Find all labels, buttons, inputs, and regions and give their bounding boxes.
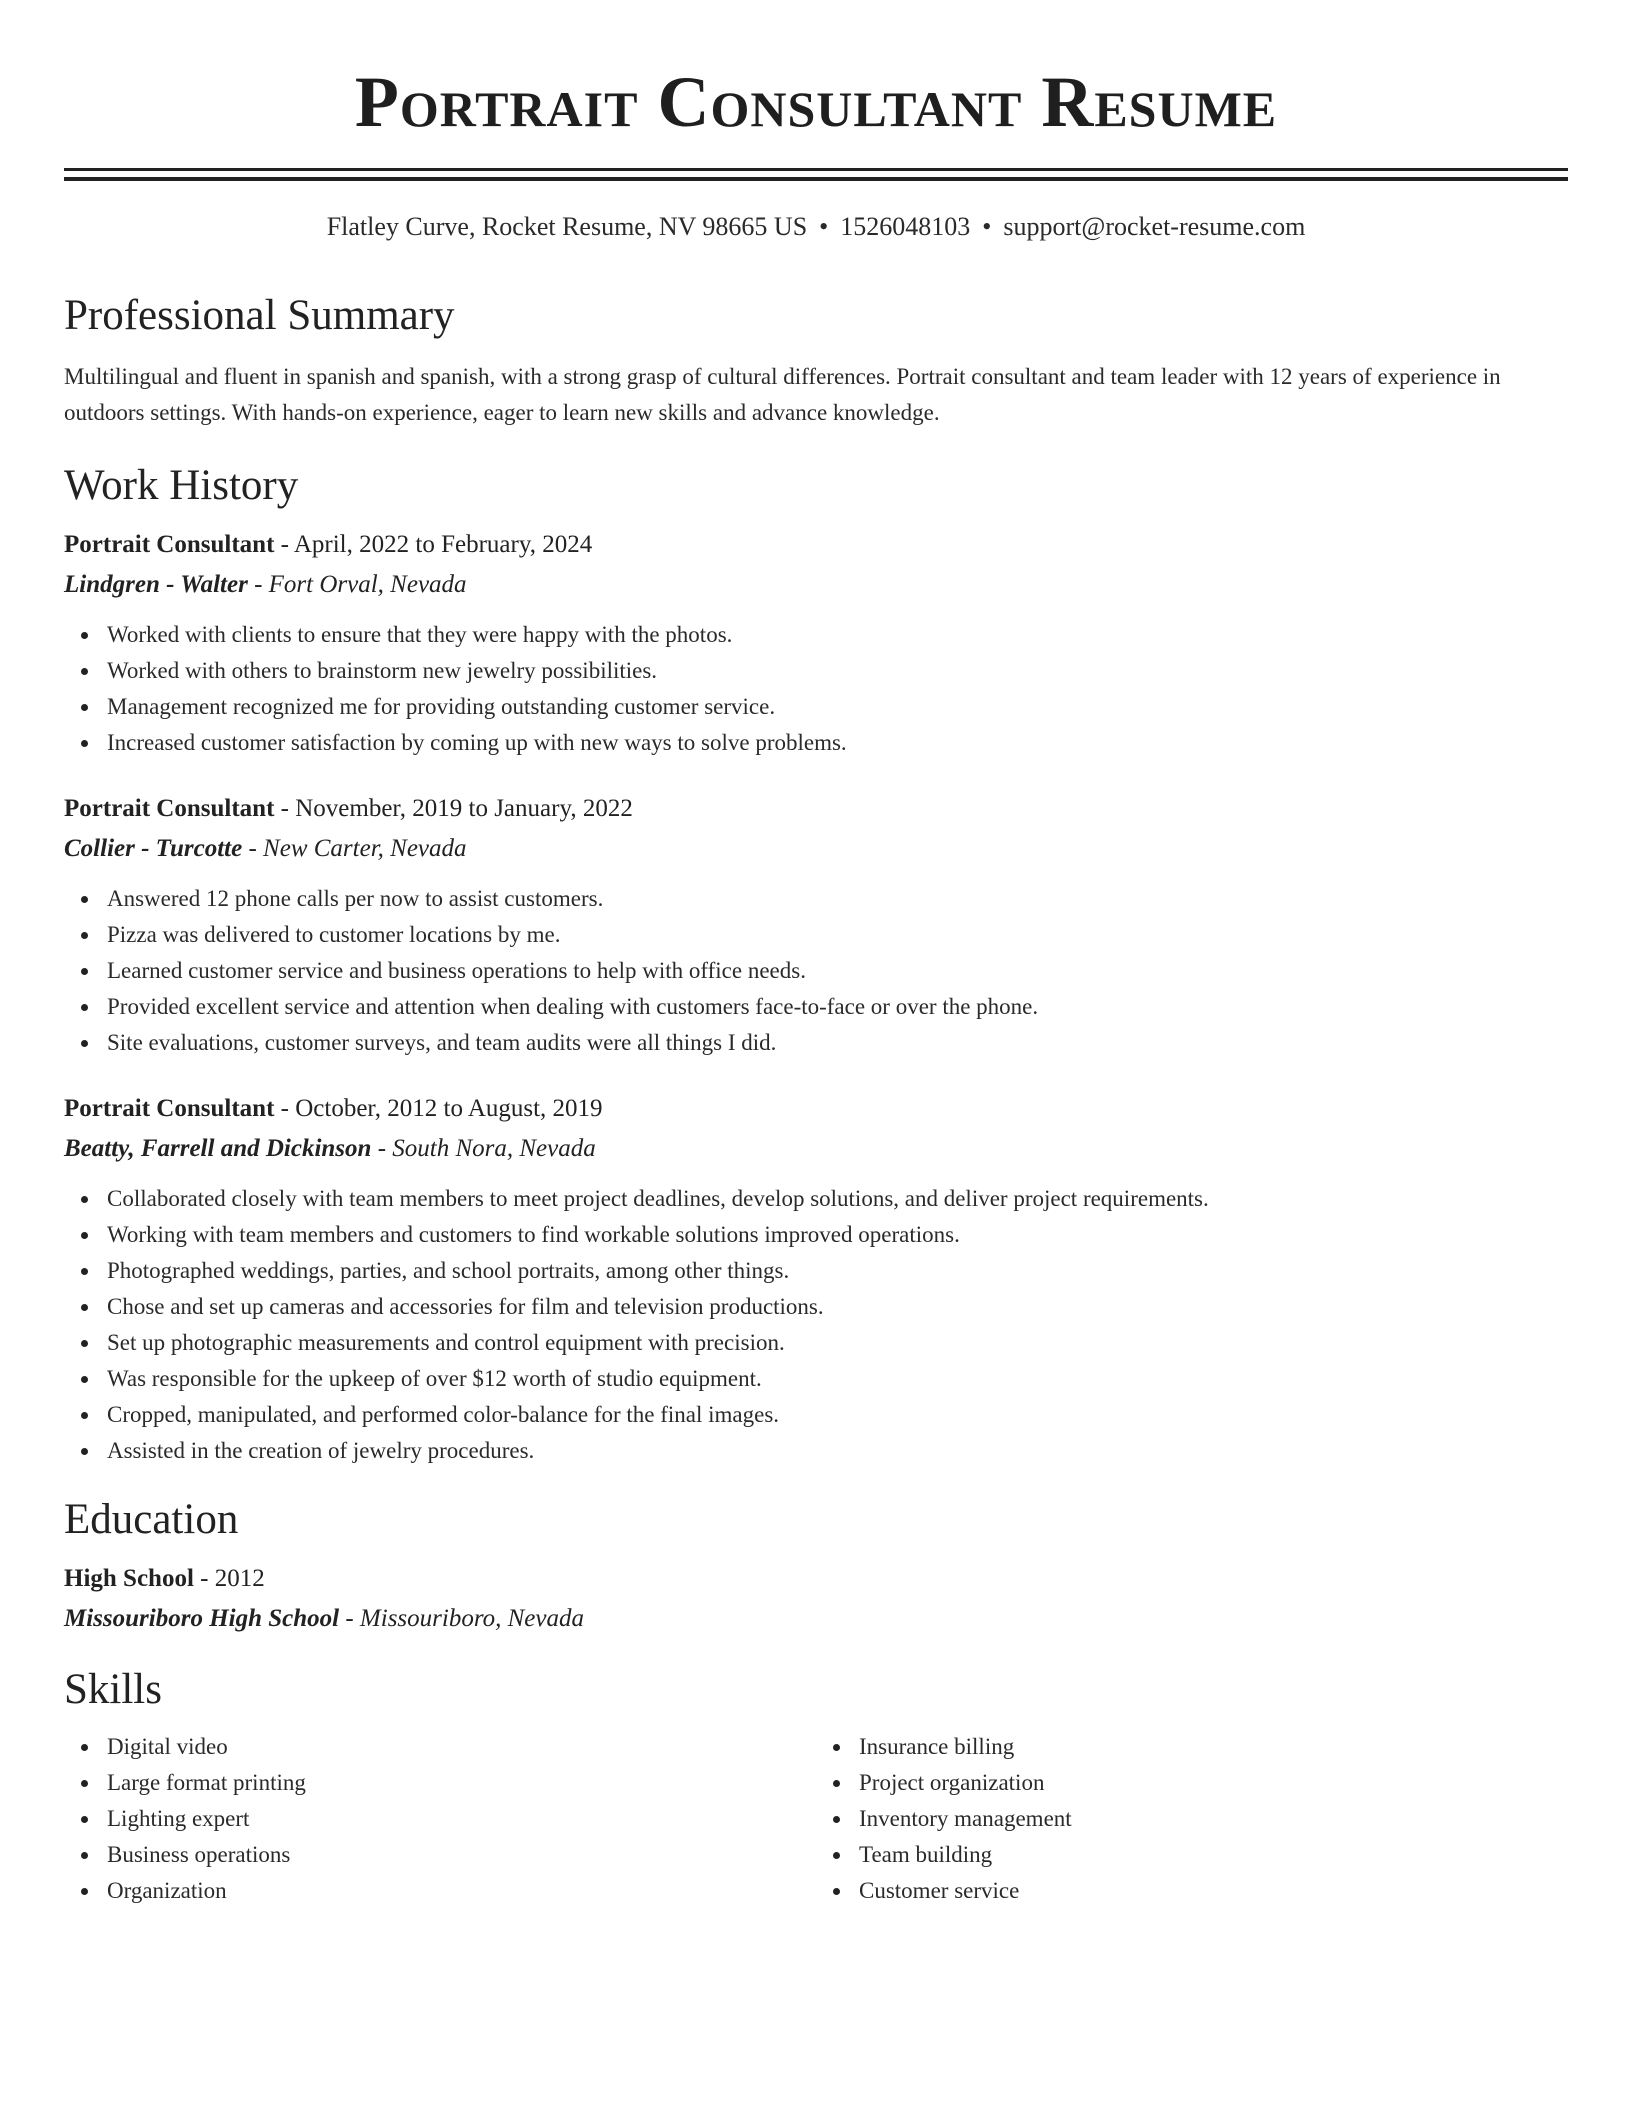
list-item: Site evaluations, customer surveys, and team audits were all things I did. (107, 1025, 1568, 1061)
list-item: Digital video (107, 1729, 816, 1765)
education-year: - 2012 (193, 1565, 265, 1592)
job-location: - Fort Orval, Nevada (247, 571, 467, 598)
education-degree-line (64, 1561, 1568, 1597)
education-heading: Education (64, 1496, 239, 1543)
list-item: Learned customer service and business operations to help with office needs. (107, 953, 1568, 989)
list-item: Customer service (859, 1873, 1568, 1909)
job-company: Lindgren - Walter (64, 571, 248, 598)
contact-address: Flatley Curve, Rocket Resume, NV 98665 US (326, 212, 808, 241)
list-item: Chose and set up cameras and accessories for film and television productions. (107, 1289, 1568, 1325)
list-item: Management recognized me for providing outstanding customer service. (107, 689, 1568, 725)
education-degree: High School (64, 1565, 194, 1592)
list-item: Photographed weddings, parties, and school portraits, among other things. (107, 1253, 1568, 1289)
job-company: Beatty, Farrell and Dickinson (64, 1135, 372, 1162)
list-item: Business operations (107, 1837, 816, 1873)
list-item: Answered 12 phone calls per now to assist customers. (107, 881, 1568, 917)
job-title-line (64, 791, 1568, 827)
skills-left-column (64, 1729, 816, 1909)
job-location: - South Nora, Nevada (371, 1135, 596, 1162)
job-bullets (64, 1181, 1568, 1469)
job-location: - New Carter, Nevada (242, 835, 467, 862)
job-dates: - October, 2012 to August, 2019 (274, 1095, 603, 1122)
job-entry (64, 527, 1568, 761)
list-item: Worked with others to brainstorm new jewelry possibilities. (107, 653, 1568, 689)
job-title: Portrait Consultant (64, 1095, 275, 1122)
list-item: Inventory management (859, 1801, 1568, 1837)
list-item: Collaborated closely with team members to meet project deadlines, develop solutions, and deliver project requirements. (107, 1181, 1568, 1217)
job-bullets (64, 881, 1568, 1061)
summary-heading: Professional Summary (64, 292, 455, 339)
list-item: Team building (859, 1837, 1568, 1873)
job-title-line (64, 527, 1568, 563)
list-item: Lighting expert (107, 1801, 816, 1837)
education-school: Missouriboro High School (64, 1605, 340, 1632)
contact-separator: • (982, 212, 992, 241)
list-item: Pizza was delivered to customer locations by me. (107, 917, 1568, 953)
job-company: Collier - Turcotte (64, 835, 243, 862)
job-entry (64, 791, 1568, 1061)
list-item: Large format printing (107, 1765, 816, 1801)
skills-right-column (816, 1729, 1568, 1909)
job-company-line (64, 831, 1568, 867)
job-dates: - April, 2022 to February, 2024 (274, 531, 593, 558)
list-item: Cropped, manipulated, and performed color-balance for the final images. (107, 1397, 1568, 1433)
skills-columns (64, 1729, 1568, 1909)
contact-line (64, 211, 1568, 243)
work-history-heading: Work History (64, 462, 299, 509)
job-company-line (64, 567, 1568, 603)
contact-email: support@rocket-resume.com (1003, 212, 1306, 241)
title-rule-top (64, 168, 1568, 171)
list-item: Project organization (859, 1765, 1568, 1801)
list-item: Provided excellent service and attention when dealing with customers face-to-face or over the phone. (107, 989, 1568, 1025)
list-item: Assisted in the creation of jewelry procedures. (107, 1433, 1568, 1469)
contact-separator: • (819, 212, 829, 241)
list-item: Worked with clients to ensure that they were happy with the photos. (107, 617, 1568, 653)
resume-title: Portrait Consultant Resume (354, 62, 1278, 142)
job-company-line (64, 1131, 1568, 1167)
list-item: Was responsible for the upkeep of over $12 worth of studio equipment. (107, 1361, 1568, 1397)
education-location: - Missouriboro, Nevada (339, 1605, 584, 1632)
job-dates: - November, 2019 to January, 2022 (274, 795, 633, 822)
job-bullets (64, 617, 1568, 761)
job-title: Portrait Consultant (64, 531, 275, 558)
list-item: Insurance billing (859, 1729, 1568, 1765)
education-school-line (64, 1601, 1568, 1637)
list-item: Set up photographic measurements and control equipment with precision. (107, 1325, 1568, 1361)
skills-heading: Skills (64, 1666, 162, 1713)
job-title: Portrait Consultant (64, 795, 275, 822)
job-title-line (64, 1091, 1568, 1127)
contact-phone: 1526048103 (840, 212, 971, 241)
list-item: Working with team members and customers to find workable solutions improved operations. (107, 1217, 1568, 1253)
job-entry (64, 1091, 1568, 1469)
summary-text: Multilingual and fluent in spanish and spanish, with a strong grasp of cultural differences. Portrait consultant and team leader with 12 years of experience in outdoors settings. With hands-on experience, eager to learn new skills and advance knowledge. (64, 364, 1501, 425)
title-rule-bottom (64, 177, 1568, 181)
list-item: Organization (107, 1873, 816, 1909)
list-item: Increased customer satisfaction by coming up with new ways to solve problems. (107, 725, 1568, 761)
